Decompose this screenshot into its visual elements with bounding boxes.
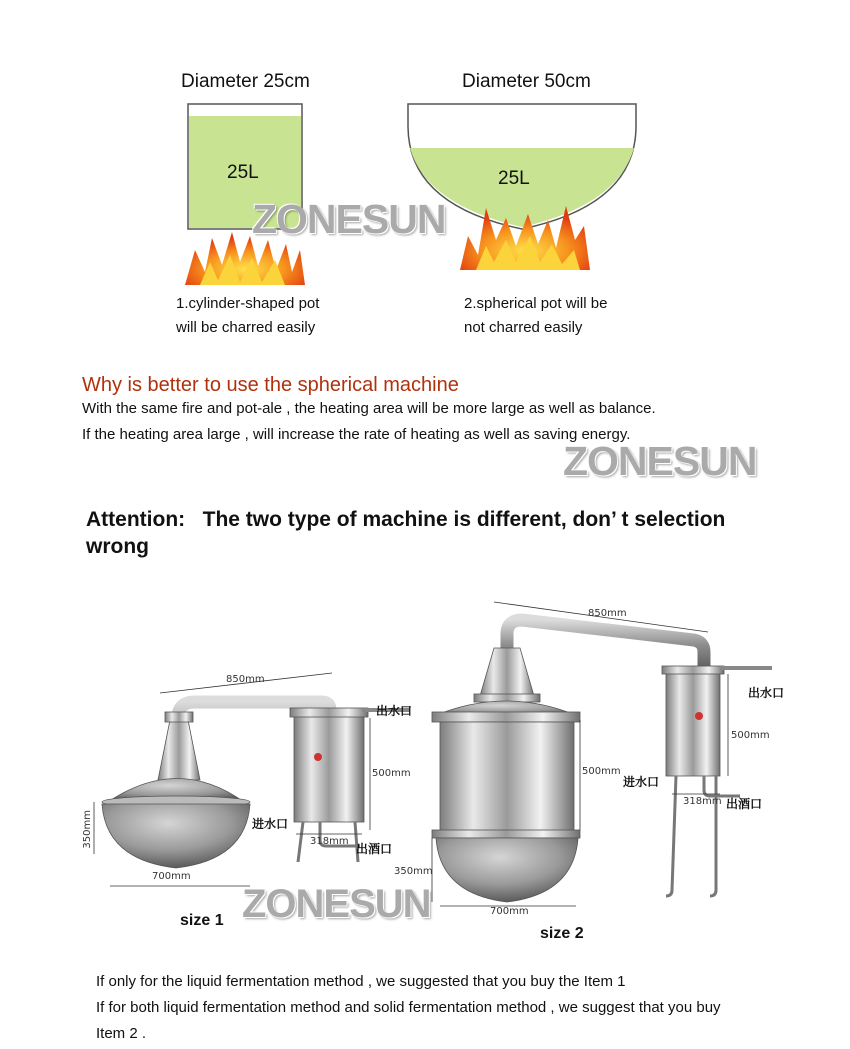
pot1-caption-line1: 1.cylinder-shaped pot: [176, 295, 320, 312]
pot2-caption-line1: 2.spherical pot will be: [464, 295, 608, 312]
watermark-logo: ZONESUN: [563, 438, 757, 484]
purchase-notes: [96, 969, 836, 1047]
pot2-caption: [464, 292, 607, 340]
watermark-logo: ZONESUN: [242, 882, 431, 926]
size1-condenser-height: 500mm: [372, 768, 411, 779]
explanation-heading: Why is better to use the spherical machine: [82, 374, 459, 396]
size2-body-height: 500mm: [582, 766, 621, 777]
pot1-caption-line2: will be charred easily: [176, 319, 316, 336]
pot1-diameter-label: Diameter 25cm: [181, 71, 310, 92]
attention-line2: wrong: [86, 535, 149, 558]
size1-liquor-out-label: 出酒口: [356, 842, 393, 856]
machine-size2: [432, 602, 772, 906]
size2-liquor-out-label: 出酒口: [726, 797, 763, 811]
note-line2: If for both liquid fermentation method and solid fermentation method , we suggest that you buy: [96, 999, 721, 1016]
note-line1: If only for the liquid fermentation method , we suggested that you buy the Item 1: [96, 973, 626, 990]
size2-condenser-height: 500mm: [731, 730, 770, 741]
size1-label: size 1: [180, 912, 224, 929]
size1-water-out-label: 出水口: [376, 704, 413, 718]
size2-pot-width: 700mm: [490, 906, 529, 917]
size2-water-out-label: 出水口: [748, 686, 785, 700]
note-line3: Item 2 .: [96, 1025, 147, 1042]
attention-notice: [86, 506, 826, 560]
pot2-volume: 25L: [498, 168, 530, 189]
pot1-volume: 25L: [227, 162, 259, 183]
pot1-caption: [176, 292, 319, 340]
pot2-caption-line2: not charred easily: [464, 319, 583, 336]
size1-pipe-length: 850mm: [226, 674, 265, 685]
size2-pipe-length: 850mm: [588, 608, 627, 619]
watermark-logo: ZONESUN: [252, 196, 446, 242]
pot-drawings: [0, 0, 850, 300]
explanation-line2: If the heating area large , will increase the rate of heating as well as saving energy.: [82, 426, 631, 443]
size2-condenser-width: 318mm: [683, 796, 722, 807]
explanation-line1: With the same fire and pot-ale , the heating area will be more large as well as balance.: [82, 400, 656, 417]
size2-label: size 2: [540, 925, 584, 942]
size1-water-in-label: 进水口: [252, 817, 289, 831]
size1-pot-height: 350mm: [82, 810, 93, 849]
size1-pot-width: 700mm: [152, 871, 191, 882]
size2-water-in-label: 进水口: [623, 775, 660, 789]
attention-line1: Attention: The two type of machine is different, don’ t selection: [86, 508, 726, 531]
pot2-diameter-label: Diameter 50cm: [462, 71, 591, 92]
size2-pot-height: 350mm: [394, 866, 433, 877]
size1-condenser-width: 318mm: [310, 836, 349, 847]
